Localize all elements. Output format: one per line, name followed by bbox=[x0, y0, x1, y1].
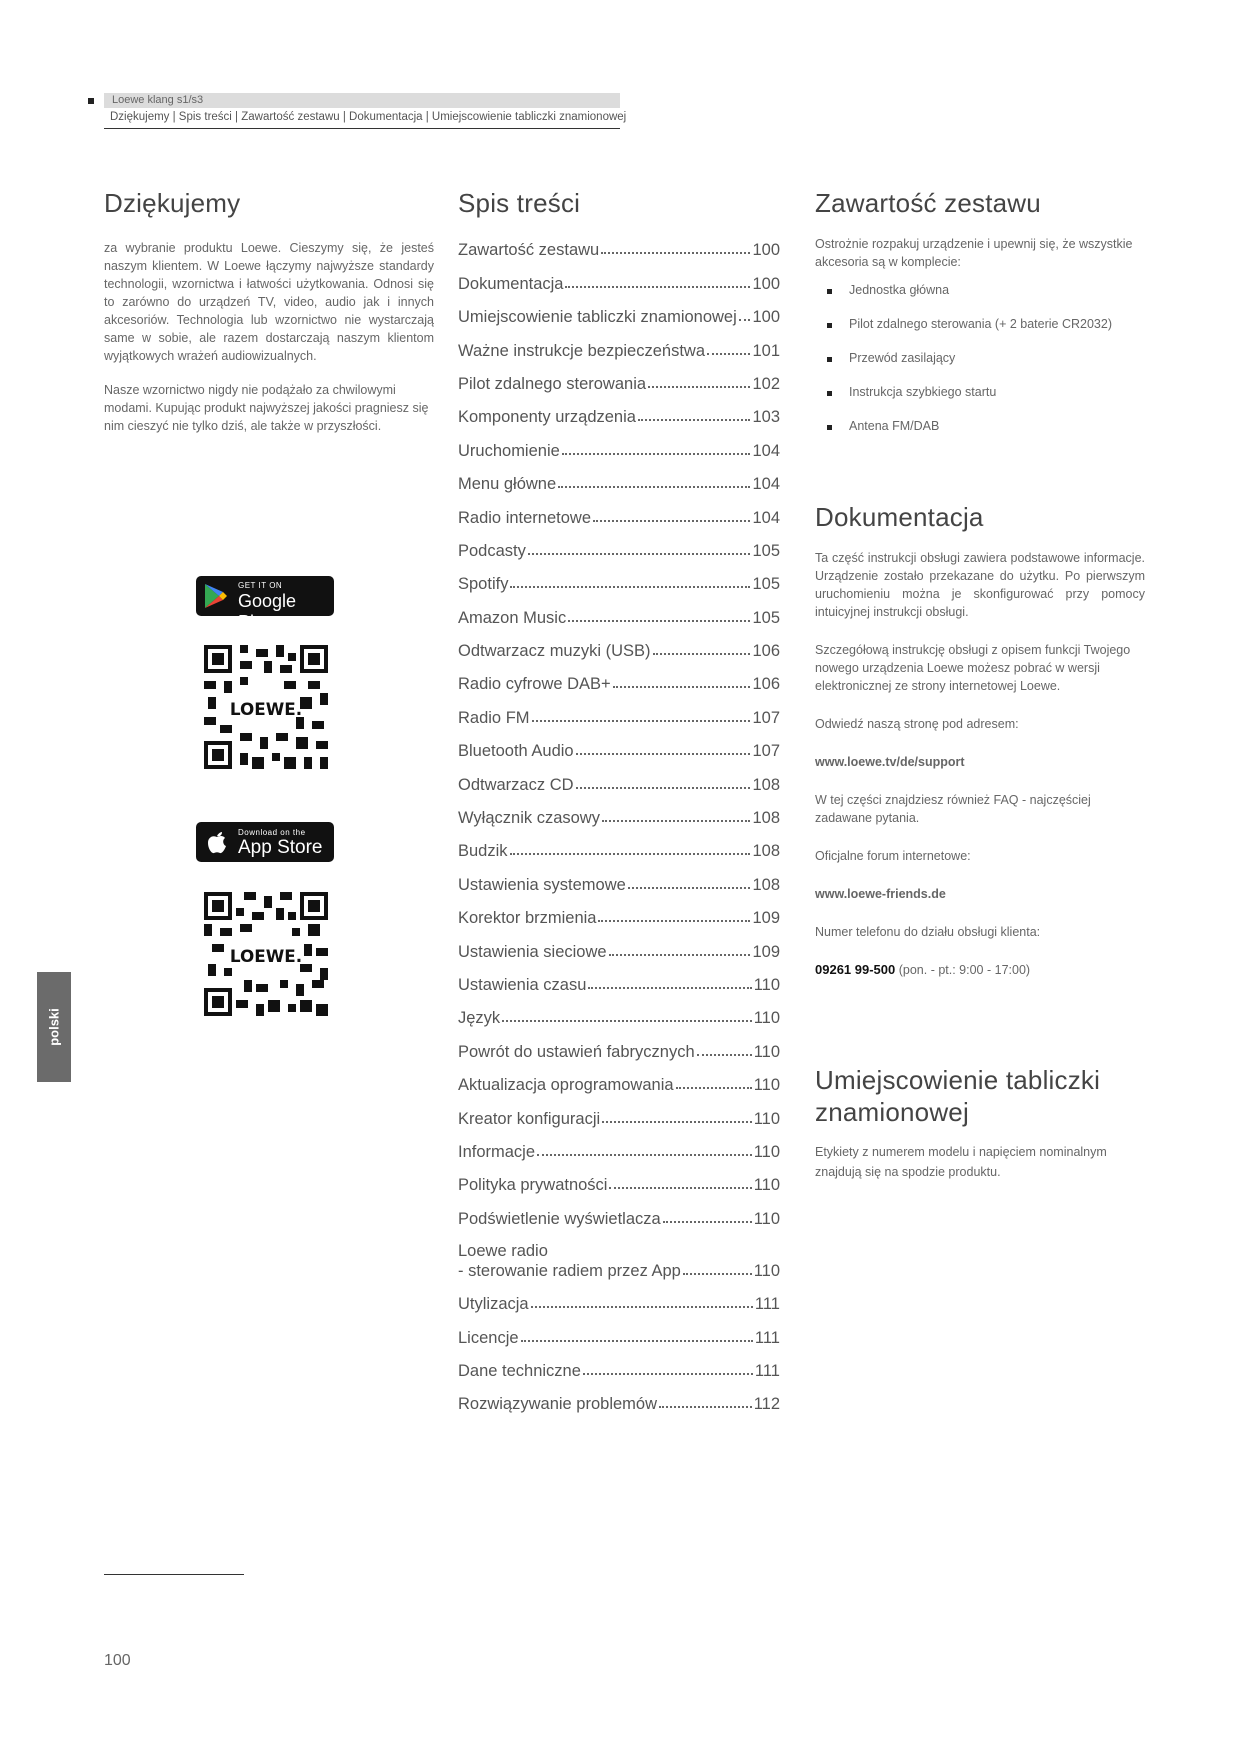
toc-item-label: Dane techniczne bbox=[458, 1361, 581, 1380]
toc-item[interactable] bbox=[458, 394, 780, 427]
toc-leader-dots bbox=[601, 252, 750, 254]
toc-item[interactable] bbox=[458, 227, 780, 260]
toc-item[interactable] bbox=[458, 361, 780, 394]
toc-item-label: Podświetlenie wyświetlacza bbox=[458, 1209, 661, 1228]
toc-item[interactable] bbox=[458, 795, 780, 828]
toc-item-label: Ważne instrukcje bezpieczeństwa bbox=[458, 341, 706, 360]
toc-item-label: Podcasty bbox=[458, 541, 526, 560]
docs-paragraph-4: W tej części znajdziesz również FAQ - najczęściej zadawane pytania. bbox=[815, 793, 1091, 825]
toc-item[interactable] bbox=[458, 694, 780, 727]
toc-item-label: Umiejscowienie tabliczki znamionowej bbox=[458, 308, 737, 327]
toc-item-page: 108 bbox=[752, 809, 780, 828]
toc-leader-dots bbox=[628, 887, 751, 889]
kit-item: Antena FM/DAB bbox=[815, 419, 1145, 453]
apple-icon bbox=[207, 830, 227, 854]
toc-item-page: 112 bbox=[753, 1395, 780, 1414]
page-number: 100 bbox=[104, 1652, 131, 1669]
toc-item-page: 105 bbox=[752, 608, 780, 627]
toc-leader-dots bbox=[583, 1373, 753, 1375]
docs-title: Dokumentacja bbox=[815, 502, 984, 532]
toc-item[interactable] bbox=[458, 427, 780, 460]
docs-section bbox=[815, 502, 1145, 979]
toc-item-label: Dokumentacja bbox=[458, 274, 564, 293]
toc-title: Spis treści bbox=[458, 188, 581, 218]
toc-leader-dots bbox=[521, 1340, 753, 1342]
toc-item-page: 110 bbox=[753, 1009, 780, 1028]
toc-item-page: 104 bbox=[752, 441, 780, 460]
toc-item-label: Utylizacja bbox=[458, 1295, 529, 1314]
thanks-paragraph-1: za wybranie produktu Loewe. Cieszymy się, że jesteś naszym klientem. W Loewe łączymy najwyższe standardy technologii, wzornictwa i łatwości użytkowania. Odnosi się to zarówno do urządzeń TV, video, audio jak i innych akcesoriów. Technologia lub wzornictwo nie wystarczają same w sobie, ale razem dostarczają naszym klientom wyjątkowych wrażeń audiowizualnych. bbox=[104, 241, 434, 363]
toc-leader-dots bbox=[659, 1406, 752, 1408]
toc-item-page: 110 bbox=[753, 1076, 780, 1095]
docs-paragraph-5: Oficjalne forum internetowe: bbox=[815, 849, 971, 863]
toc-leader-dots bbox=[593, 520, 750, 522]
toc-item-page: 101 bbox=[752, 341, 780, 360]
toc-item[interactable] bbox=[458, 528, 780, 561]
toc-item-page: 105 bbox=[752, 575, 780, 594]
toc-item-label: Spotify bbox=[458, 575, 509, 594]
toc-item-label: Budzik bbox=[458, 842, 508, 861]
toc-item-page: 108 bbox=[752, 775, 780, 794]
toc-item-label: Aktualizacja oprogramowania bbox=[458, 1076, 674, 1095]
toc-item-label: Polityka prywatności bbox=[458, 1176, 608, 1195]
toc-item-label: Loewe radio - sterowanie radiem przez App bbox=[458, 1241, 681, 1280]
footer-line bbox=[104, 1574, 244, 1575]
kit-intro: Ostrożnie rozpakuj urządzenie i upewnij się, że wszystkie akcesoria są w komplecie: bbox=[815, 237, 1133, 269]
toc-leader-dots bbox=[537, 1154, 752, 1156]
toc-leader-dots bbox=[609, 1187, 751, 1189]
kit-section bbox=[815, 188, 1145, 453]
toc-item-label: Radio FM bbox=[458, 708, 530, 727]
toc-item-page: 107 bbox=[752, 708, 780, 727]
toc-item[interactable] bbox=[458, 928, 780, 961]
toc-leader-dots bbox=[531, 1306, 753, 1308]
toc-item[interactable] bbox=[458, 1028, 780, 1061]
toc-leader-dots bbox=[613, 686, 751, 688]
svg-text:LOEWE.: LOEWE. bbox=[229, 699, 303, 719]
docs-paragraph-2: Szczegółową instrukcję obsługi z opisem funkcji Twojego nowego urządzenia Loewe możesz pobrać w wersji elektronicznej ze strony internetowej Loewe. bbox=[815, 643, 1131, 693]
toc-item-page: 100 bbox=[752, 308, 780, 327]
toc-leader-dots bbox=[648, 386, 750, 388]
toc-item-page: 110 bbox=[753, 1261, 780, 1280]
toc-item[interactable] bbox=[458, 1381, 780, 1414]
toc-item-label: Kreator konfiguracji bbox=[458, 1109, 601, 1128]
toc-item-page: 111 bbox=[754, 1295, 780, 1314]
toc-item-label: Amazon Music bbox=[458, 608, 567, 627]
toc-item-page: 110 bbox=[753, 1042, 780, 1061]
toc-item-page: 104 bbox=[752, 475, 780, 494]
app-store-badge[interactable]: Download on the App Store bbox=[196, 822, 334, 862]
toc-item[interactable] bbox=[458, 1095, 780, 1128]
toc-item[interactable] bbox=[458, 561, 780, 594]
toc-item[interactable] bbox=[458, 260, 780, 293]
toc-item[interactable] bbox=[458, 1348, 780, 1381]
toc-item[interactable] bbox=[458, 828, 780, 861]
toc-leader-dots bbox=[528, 553, 751, 555]
toc-item-label: Język bbox=[458, 1009, 501, 1028]
toc-item[interactable] bbox=[458, 1314, 780, 1347]
toc-item-page: 100 bbox=[752, 241, 780, 260]
phone-line bbox=[815, 961, 1145, 979]
toc-item[interactable] bbox=[458, 628, 780, 661]
toc-item-page: 107 bbox=[752, 742, 780, 761]
plate-title: Umiejscowienie tabliczki znamionowej bbox=[815, 1065, 1101, 1127]
toc-item-label: Informacje bbox=[458, 1142, 536, 1161]
toc-item[interactable] bbox=[458, 962, 780, 995]
plate-section bbox=[815, 1064, 1145, 1182]
toc-item-page: 105 bbox=[752, 541, 780, 560]
toc-item[interactable] bbox=[458, 1129, 780, 1162]
toc-leader-dots bbox=[653, 653, 751, 655]
toc-leader-dots bbox=[565, 286, 750, 288]
toc-item-label: Bluetooth Audio bbox=[458, 742, 574, 761]
toc-item[interactable] bbox=[458, 494, 780, 527]
toc-leader-dots bbox=[609, 954, 751, 956]
toc-item-label: Uruchomienie bbox=[458, 441, 560, 460]
toc-leader-dots bbox=[510, 586, 750, 588]
toc-item[interactable] bbox=[458, 728, 780, 761]
header-underline bbox=[104, 128, 620, 129]
toc-item[interactable] bbox=[458, 861, 780, 894]
toc-leader-dots bbox=[588, 987, 751, 989]
toc-leader-dots bbox=[558, 486, 750, 488]
toc-item-label: Wyłącznik czasowy bbox=[458, 809, 600, 828]
toc-item-label: Radio cyfrowe DAB+ bbox=[458, 675, 611, 694]
toc-item-label: Rozwiązywanie problemów bbox=[458, 1395, 657, 1414]
phone-hours: (pon. - pt.: 9:00 - 17:00) bbox=[898, 963, 1031, 977]
app-store-qr-code[interactable] bbox=[204, 892, 328, 1016]
toc-item-page: 104 bbox=[752, 508, 780, 527]
toc-item[interactable] bbox=[458, 1281, 780, 1314]
toc-leader-dots bbox=[663, 1221, 752, 1223]
toc-item-page: 110 bbox=[753, 1176, 780, 1195]
toc-item[interactable] bbox=[458, 327, 780, 360]
google-play-qr-code[interactable] bbox=[204, 645, 328, 769]
toc-leader-dots bbox=[676, 1087, 752, 1089]
product-name: Loewe klang s1/s3 bbox=[104, 93, 620, 108]
phone-number[interactable]: 09261 99-500 bbox=[815, 962, 896, 977]
toc-leader-dots bbox=[568, 620, 750, 622]
toc-item-page: 109 bbox=[752, 909, 780, 928]
toc-item-page: 102 bbox=[752, 374, 780, 393]
toc-item-label: Odtwarzacz CD bbox=[458, 775, 574, 794]
thanks-paragraph-2: Nasze wzornictwo nigdy nie podążało za chwilowymi modami. Kupując produkt najwyższej jakości pragniesz się nim cieszyć nie tylko dziś, ale także w przyszłości. bbox=[104, 383, 429, 433]
toc-leader-dots bbox=[532, 720, 751, 722]
kit-item: Pilot zdalnego sterowania (+ 2 baterie CR2032) bbox=[815, 317, 1145, 351]
breadcrumb[interactable]: Dziękujemy | Spis treści | Zawartość zestawu | Dokumentacja | Umiejscowienie tabliczki znamionowej bbox=[110, 111, 627, 123]
toc-leader-dots bbox=[576, 787, 751, 789]
kit-item: Instrukcja szybkiego startu bbox=[815, 385, 1145, 419]
toc-item[interactable] bbox=[458, 761, 780, 794]
toc-item[interactable] bbox=[458, 1162, 780, 1195]
thanks-title: Dziękujemy bbox=[104, 188, 241, 218]
google-play-badge[interactable]: GET IT ON Google Play bbox=[196, 576, 334, 616]
toc-leader-dots bbox=[638, 419, 751, 421]
docs-paragraph-6: Numer telefonu do działu obsługi klienta: bbox=[815, 925, 1041, 939]
toc-item-label: Ustawienia systemowe bbox=[458, 875, 626, 894]
toc-item[interactable] bbox=[458, 1229, 780, 1281]
toc-item-label: Licencje bbox=[458, 1328, 519, 1347]
toc-leader-dots bbox=[697, 1054, 752, 1056]
toc-item-page: 108 bbox=[752, 842, 780, 861]
thanks-section bbox=[104, 188, 434, 435]
toc-item-label: Korektor brzmienia bbox=[458, 909, 597, 928]
toc-leader-dots bbox=[576, 753, 751, 755]
toc-item-label: Menu główne bbox=[458, 475, 557, 494]
toc-item-page: 110 bbox=[753, 1109, 780, 1128]
toc-item-page: 110 bbox=[753, 1209, 780, 1228]
header-bullet bbox=[88, 98, 94, 104]
kit-list bbox=[815, 283, 1145, 453]
toc-item-label: Ustawienia sieciowe bbox=[458, 942, 607, 961]
kit-item: Przewód zasilający bbox=[815, 351, 1145, 385]
toc-item-page: 111 bbox=[754, 1361, 780, 1380]
kit-item: Jednostka główna bbox=[815, 283, 1145, 317]
toc-item[interactable] bbox=[458, 294, 780, 327]
toc-item-label: Pilot zdalnego sterowania bbox=[458, 374, 647, 393]
toc-item[interactable] bbox=[458, 1062, 780, 1095]
toc-leader-dots bbox=[510, 853, 751, 855]
docs-paragraph-3: Odwiedź naszą stronę pod adresem: bbox=[815, 717, 1019, 731]
toc-leader-dots bbox=[683, 1273, 752, 1275]
toc-item-page: 108 bbox=[752, 875, 780, 894]
toc-list bbox=[458, 227, 780, 1414]
toc-leader-dots bbox=[707, 353, 750, 355]
plate-text: Etykiety z numerem modelu i napięciem nominalnym znajdują się na spodzie produktu. bbox=[815, 1145, 1107, 1179]
toc-item[interactable] bbox=[458, 1195, 780, 1228]
google-play-icon bbox=[205, 584, 227, 608]
toc-item-label: Komponenty urządzenia bbox=[458, 408, 636, 427]
toc-item-label: Zawartość zestawu bbox=[458, 241, 600, 260]
toc-item[interactable] bbox=[458, 661, 780, 694]
toc-item-page: 110 bbox=[753, 1142, 780, 1161]
toc-section bbox=[458, 188, 580, 219]
toc-leader-dots bbox=[598, 920, 750, 922]
toc-item-page: 106 bbox=[752, 642, 780, 661]
toc-item-label: Odtwarzacz muzyki (USB) bbox=[458, 642, 651, 661]
toc-item-page: 109 bbox=[752, 942, 780, 961]
toc-leader-dots bbox=[602, 820, 751, 822]
toc-item-page: 106 bbox=[752, 675, 780, 694]
toc-item[interactable] bbox=[458, 995, 780, 1028]
toc-leader-dots bbox=[562, 453, 751, 455]
toc-item-page: 100 bbox=[752, 274, 780, 293]
toc-item-label: Radio internetowe bbox=[458, 508, 591, 527]
svg-text:LOEWE.: LOEWE. bbox=[229, 946, 303, 966]
toc-item-page: 110 bbox=[753, 975, 780, 994]
forum-link[interactable]: www.loewe-friends.de bbox=[815, 887, 946, 901]
toc-item-label: Ustawienia czasu bbox=[458, 975, 587, 994]
toc-leader-dots bbox=[502, 1020, 752, 1022]
toc-leader-dots bbox=[739, 319, 751, 321]
language-tab[interactable]: polski bbox=[37, 972, 71, 1082]
toc-item-page: 111 bbox=[754, 1328, 780, 1347]
docs-paragraph-1: Ta część instrukcji obsługi zawiera podstawowe informacje. Urządzenie zostało przekazane do użytku. Po pierwszym uruchomieniu można je skonfigurować przy pomocy intuicyjnej instrukcji obsługi. bbox=[815, 551, 1145, 619]
toc-item[interactable] bbox=[458, 594, 780, 627]
toc-leader-dots bbox=[602, 1121, 752, 1123]
toc-item[interactable] bbox=[458, 895, 780, 928]
toc-item-page: 103 bbox=[752, 408, 780, 427]
toc-item[interactable] bbox=[458, 461, 780, 494]
kit-title: Zawartość zestawu bbox=[815, 188, 1041, 218]
toc-item-label: Powrót do ustawień fabrycznych bbox=[458, 1042, 695, 1061]
support-link[interactable]: www.loewe.tv/de/support bbox=[815, 755, 965, 769]
